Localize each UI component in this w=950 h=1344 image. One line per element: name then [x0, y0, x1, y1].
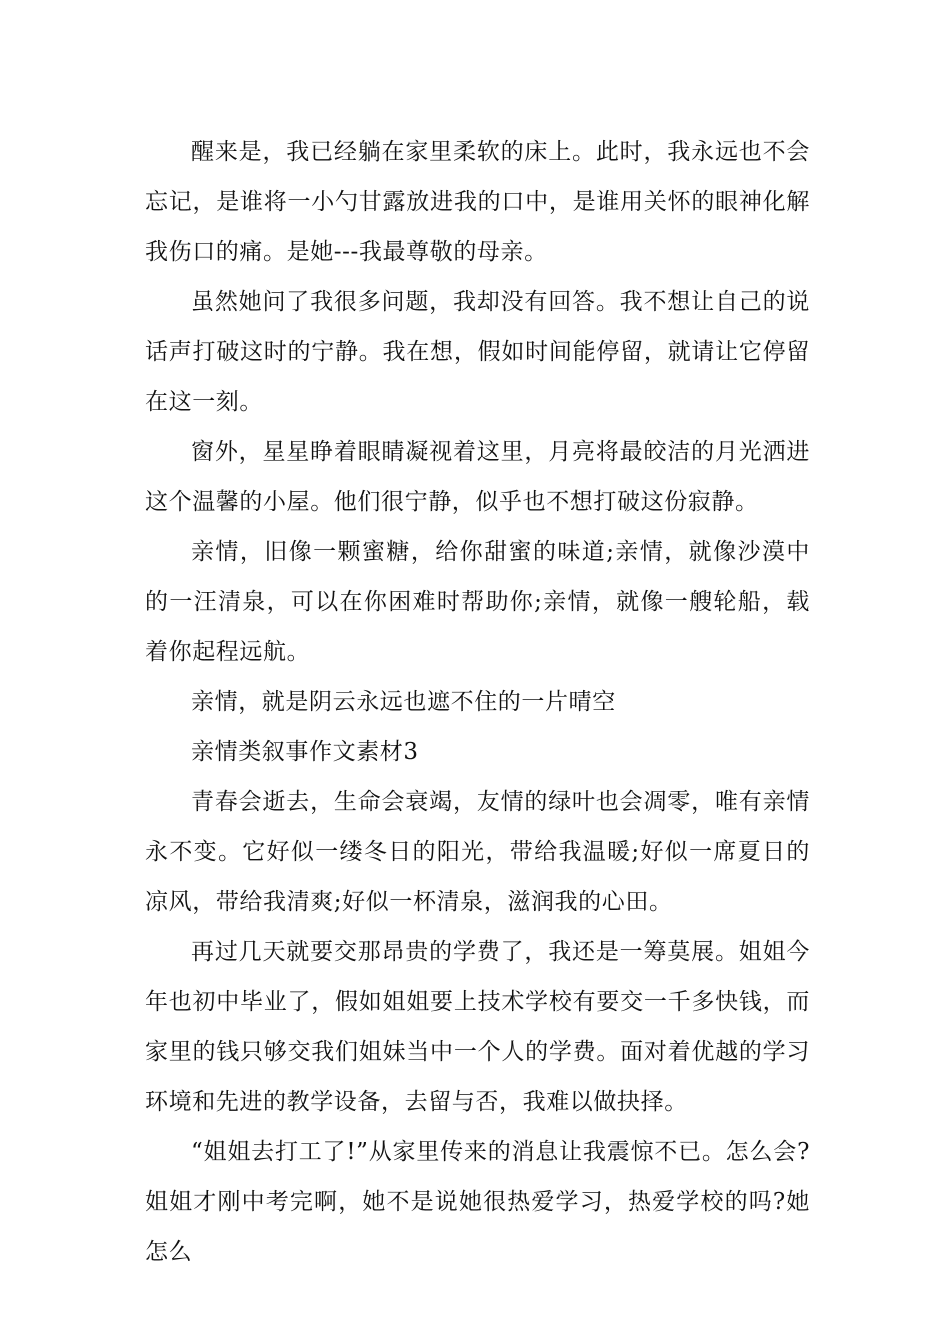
- paragraph-window: 窗外，星星睁着眼睛凝视着这里，月亮将最皎洁的月光洒进这个温馨的小屋。他们很宁静，似乎也不想打破这份寂静。: [145, 439, 810, 515]
- paragraph-sister-work: “姐姐去打工了!”从家里传来的消息让我震惊不已。怎么会?姐姐才刚中考完啊，她不是说她很热爱学习，热爱学校的吗?她怎么: [145, 1139, 810, 1265]
- paragraph-waking-up: 醒来是，我已经躺在家里柔软的床上。此时，我永远也不会忘记，是谁将一小勺甘露放进我的口中，是谁用关怀的眼神化解我伤口的痛。是她---我最尊敬的母亲。: [145, 139, 810, 265]
- section-title: 亲情类叙事作文素材3: [191, 739, 419, 765]
- paragraph-family-love-metaphors: 亲情，旧像一颗蜜糖，给你甜蜜的味道;亲情，就像沙漠中的一汪清泉，可以在你困难时帮助你;亲情，就像一艘轮船，载着你起程远航。: [145, 539, 810, 665]
- paragraph-silence: 虽然她问了我很多问题，我却没有回答。我不想让自己的说话声打破这时的宁静。我在想，假如时间能停留，就请让它停留在这一刻。: [145, 289, 810, 415]
- paragraph-clear-sky: 亲情，就是阴云永远也遮不住的一片晴空: [191, 689, 616, 715]
- paragraph-tuition: 再过几天就要交那昂贵的学费了，我还是一筹莫展。姐姐今年也初中毕业了，假如姐姐要上技术学校有要交一千多快钱，而家里的钱只够交我们姐妹当中一个人的学费。面对着优越的学习环境和先进的教学设备，去留与否，我难以做抉择。: [145, 939, 810, 1115]
- document-body: [145, 127, 810, 1277]
- paragraph-youth: 青春会逝去，生命会衰竭，友情的绿叶也会凋零，唯有亲情永不变。它好似一缕冬日的阳光，带给我温暖;好似一席夏日的凉风，带给我清爽;好似一杯清泉，滋润我的心田。: [145, 789, 810, 915]
